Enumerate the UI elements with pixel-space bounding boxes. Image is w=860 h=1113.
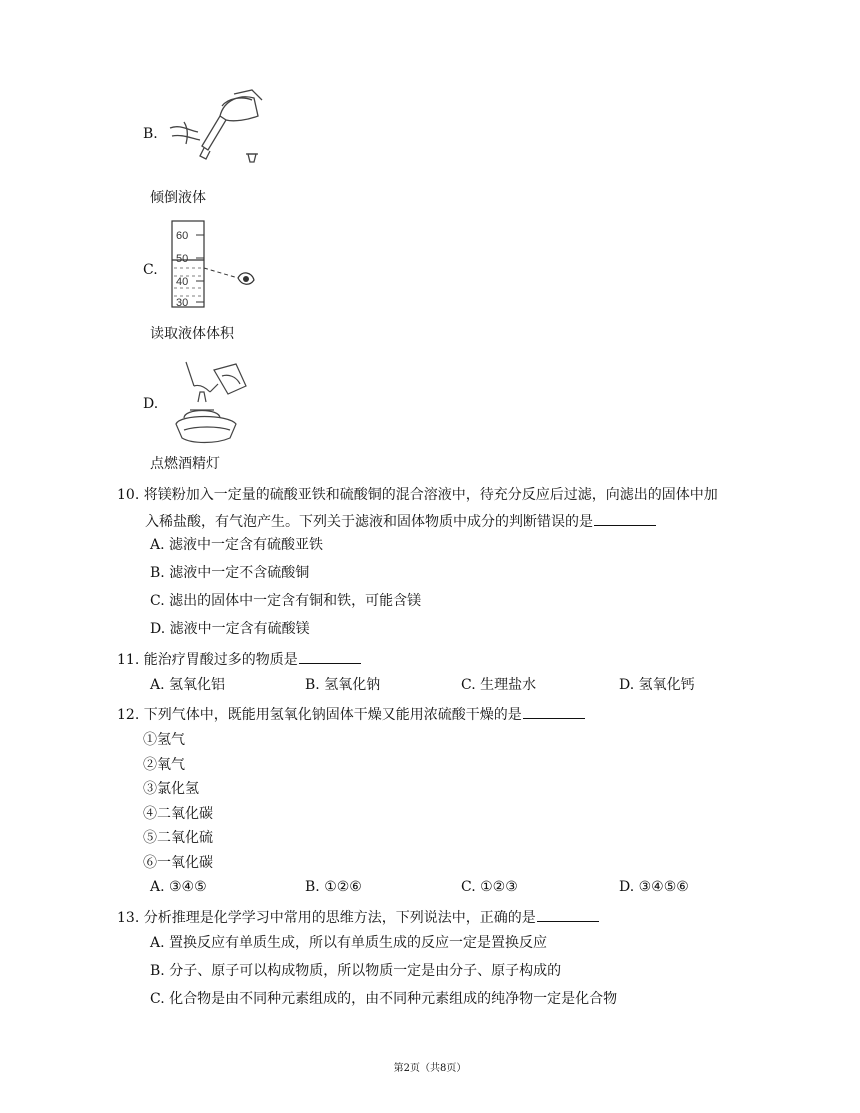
q12-stem (117, 705, 585, 724)
q10-option-b: B. 滤液中一定不含硫酸铜 (150, 565, 310, 581)
q12-option-a: A. ③④⑤ (150, 879, 207, 895)
q12-answer-blank (523, 705, 585, 719)
q13-answer-blank (537, 908, 599, 922)
q11-option-b: B. 氢氧化钠 (305, 677, 381, 693)
option-b-letter: B. (143, 126, 158, 142)
q12-item-5: ⑤二氧化硫 (143, 830, 213, 846)
q11-stem (117, 650, 361, 669)
q12-item-2: ②氧气 (143, 757, 185, 773)
option-d-letter: D. (143, 396, 159, 412)
q12-stem-text: 12. 下列气体中，既能用氢氧化钠固体干燥又能用浓硫酸干燥的是 (117, 707, 522, 723)
q13-stem (117, 908, 599, 927)
q12-option-d: D. ③④⑤⑥ (619, 879, 689, 895)
option-b-caption: 倾倒液体 (150, 190, 206, 206)
page-footer: 第2页（共8页） (393, 1063, 467, 1074)
q11-option-c: C. 生理盐水 (461, 677, 537, 693)
q13-stem-text: 13. 分析推理是化学学习中常用的思维方法，下列说法中，正确的是 (117, 910, 536, 926)
q12-item-3: ③氯化氢 (143, 781, 199, 797)
q13-option-a: A. 置换反应有单质生成，所以有单质生成的反应一定是置换反应 (150, 935, 548, 951)
q13-option-b: B. 分子、原子可以构成物质，所以物质一定是由分子、原子构成的 (150, 963, 562, 979)
q10-stem-line2-text: 入稀盐酸，有气泡产生。下列关于滤液和固体物质中成分的判断错误的是 (145, 514, 593, 530)
q12-option-c: C. ①②③ (461, 879, 518, 895)
scale-label-40: 40 (176, 276, 189, 288)
q12-option-b: B. ①②⑥ (305, 879, 362, 895)
scale-label-50: 50 (176, 253, 189, 265)
alcohol-lamp-figure (170, 356, 252, 448)
scale-label-60: 60 (176, 230, 189, 242)
q10-option-a: A. 滤液中一定含有硫酸亚铁 (150, 537, 324, 553)
q10-stem-line2 (145, 512, 656, 531)
q11-option-d: D. 氢氧化钙 (619, 677, 695, 693)
q11-answer-blank (299, 650, 361, 664)
q10-option-d: D. 滤液中一定含有硫酸镁 (150, 621, 310, 637)
q10-option-c: C. 滤出的固体中一定含有铜和铁，可能含镁 (150, 593, 422, 609)
q10-stem-line1: 10. 将镁粉加入一定量的硫酸亚铁和硫酸铜的混合溶液中，待充分反应后过滤，向滤出的固体中加 (117, 487, 718, 503)
q12-item-1: ①氢气 (143, 732, 185, 748)
q13-option-c: C. 化合物是由不同种元素组成的，由不同种元素组成的纯净物一定是化合物 (150, 991, 618, 1007)
q11-stem-text: 11. 能治疗胃酸过多的物质是 (117, 652, 298, 668)
q11-option-a: A. 氢氧化铝 (150, 677, 226, 693)
q10-answer-blank (594, 512, 656, 526)
scale-label-30: 30 (176, 297, 189, 309)
q12-item-4: ④二氧化碳 (143, 806, 213, 822)
option-c-letter: C. (143, 262, 158, 278)
option-c-caption: 读取液体体积 (150, 326, 234, 342)
pouring-liquid-figure (162, 86, 272, 178)
eye-icon (238, 273, 254, 284)
option-d-caption: 点燃酒精灯 (150, 456, 220, 472)
graduated-cylinder-figure (168, 218, 263, 310)
q12-item-6: ⑥一氧化碳 (143, 855, 213, 871)
